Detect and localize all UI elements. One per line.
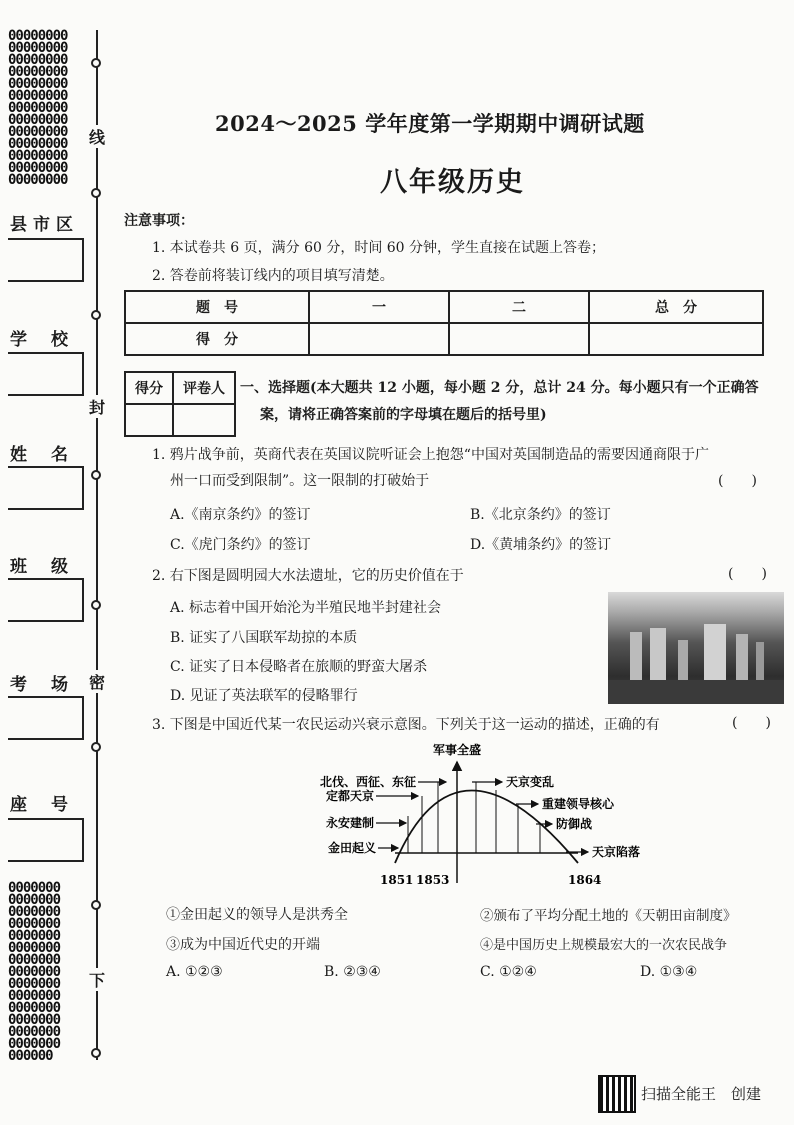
score-table-header: 题 号	[125, 291, 309, 323]
exam-subtitle: 八年级历史	[380, 167, 525, 198]
question-1-option-c: C.《虎门条约》的签订	[170, 537, 311, 553]
field-input-seat[interactable]	[8, 818, 84, 862]
diagram-label-right: 重建领导核心	[542, 797, 615, 811]
field-input-school[interactable]	[8, 352, 84, 396]
score-table-header: 一	[309, 291, 449, 323]
margin-dots-bottom: 0000000 0000000 0000000 0000000 0000000 0000000 0000000 0000000 0000000 0000000 0000000 0000000 0000000 0000000 000000	[8, 880, 61, 1064]
field-input-room[interactable]	[8, 696, 84, 740]
grader-score-label: 得分	[125, 372, 173, 404]
taiping-rise-fall-diagram	[300, 738, 640, 888]
binding-dot	[91, 900, 101, 910]
field-label-county: 县市区	[10, 215, 79, 235]
binding-dot	[91, 310, 101, 320]
question-3-stem: 3. 下图是中国近代某一农民运动兴衰示意图。下列关于这一运动的描述，正确的有	[152, 717, 660, 733]
exam-title: 2024～2025 学年度第一学期期中调研试题	[215, 111, 645, 136]
grader-score-cell[interactable]	[125, 404, 173, 436]
binding-dot	[91, 742, 101, 752]
field-label-name: 姓名	[10, 445, 92, 465]
question-3-option-c: C. ①②④	[480, 964, 537, 980]
field-input-name[interactable]	[8, 466, 84, 510]
question-2-option-a: A. 标志着中国开始沦为半殖民地半封建社会	[170, 600, 442, 616]
diagram-year: 1851	[380, 873, 414, 887]
question-3-statement-3: ③成为中国近代史的开端	[166, 937, 320, 953]
diagram-label-right: 天京陷落	[592, 845, 640, 859]
grader-table	[124, 371, 236, 437]
field-label-school: 学校	[10, 330, 92, 350]
question-3-statement-4: ④是中国历史上规模最宏大的一次农民战争	[480, 938, 728, 953]
question-1-option-a: A.《南京条约》的签订	[170, 507, 311, 523]
score-row-label: 得 分	[125, 323, 309, 355]
score-table-header: 总 分	[589, 291, 763, 323]
question-3-option-d: D. ①③④	[640, 964, 698, 980]
diagram-label-right: 天京变乱	[506, 775, 555, 789]
yuanmingyuan-ruins-photo	[608, 592, 784, 704]
question-1-stem: 1. 鸦片战争前，英商代表在英国议院听证会上抱怨“中国对英国制造品的需要因通商限于广	[152, 447, 709, 463]
section-heading-cont: 案，请将正确答案前的字母填在题后的括号里)	[260, 407, 547, 423]
margin-dots-top: 00000000 00000000 00000000 00000000 00000000 00000000 00000000 00000000 00000000 00000000 00000000 00000000 00000000	[8, 28, 68, 188]
diagram-year: 1864	[568, 873, 602, 887]
qr-code-icon	[598, 1075, 636, 1113]
scanner-app-watermark: 扫描全能王 创建	[641, 1085, 762, 1103]
question-2-option-d: D. 见证了英法联军的侵略罪行	[170, 688, 358, 704]
question-1-option-d: D.《黄埔条约》的签订	[470, 537, 612, 553]
question-1-answer-bracket[interactable]: ( )	[718, 473, 757, 489]
diagram-label-left: 永安建制	[325, 816, 374, 830]
seal-char: 封	[89, 395, 105, 418]
question-3-statement-2: ②颁布了平均分配土地的《天朝田亩制度》	[480, 908, 737, 924]
field-label-seat: 座号	[10, 795, 92, 815]
diagram-label-peak: 军事全盛	[432, 743, 482, 757]
grader-cell[interactable]	[173, 404, 235, 436]
grader-label: 评卷人	[173, 372, 235, 404]
diagram-label-left: 北伐、西征、东征	[319, 775, 416, 789]
field-input-county[interactable]	[8, 238, 84, 282]
seal-char: 下	[89, 968, 105, 991]
diagram-label-left: 定都天京	[325, 789, 374, 803]
diagram-label-left: 金田起义	[327, 841, 376, 855]
score-table	[124, 290, 764, 356]
question-3-option-a: A. ①②③	[166, 964, 223, 980]
question-1-stem-cont: 州一口而受到限制”。这一限制的打破始于	[170, 473, 430, 489]
binding-dot	[91, 600, 101, 610]
binding-dot	[91, 470, 101, 480]
score-cell[interactable]	[309, 323, 449, 355]
question-2-option-b: B. 证实了八国联军劫掠的本质	[170, 630, 358, 646]
field-label-room: 考场	[10, 675, 92, 695]
diagram-year: 1853	[416, 873, 450, 887]
question-3-answer-bracket[interactable]: ( )	[732, 715, 771, 731]
question-2-answer-bracket[interactable]: ( )	[728, 566, 767, 582]
binding-dot	[91, 1048, 101, 1058]
seal-char: 密	[89, 670, 105, 693]
score-table-header: 二	[449, 291, 589, 323]
binding-dot	[91, 188, 101, 198]
seal-char: 线	[89, 125, 105, 148]
question-3-statement-1: ①金田起义的领导人是洪秀全	[166, 907, 348, 923]
question-2-stem: 2. 右下图是圆明园大水法遗址，它的历史价值在于	[152, 568, 464, 584]
notice-item: 1. 本试卷共 6 页，满分 60 分，时间 60 分钟，学生直接在试题上答卷；	[152, 240, 606, 256]
binding-dot	[91, 58, 101, 68]
question-2-option-c: C. 证实了日本侵略者在旅顺的野蛮大屠杀	[170, 659, 428, 675]
field-label-class: 班级	[10, 557, 92, 577]
section-heading: 一、选择题(本大题共 12 小题，每小题 2 分，总计 24 分。每小题只有一个正确答	[240, 380, 759, 396]
question-3-option-b: B. ②③④	[324, 964, 381, 980]
question-1-option-b: B.《北京条约》的签订	[470, 507, 611, 523]
diagram-label-right: 防御战	[556, 817, 593, 831]
notice-item: 2. 答卷前将装订线内的项目填写清楚。	[152, 268, 394, 284]
notice-heading: 注意事项：	[124, 213, 194, 229]
score-cell[interactable]	[449, 323, 589, 355]
field-input-class[interactable]	[8, 578, 84, 622]
score-cell[interactable]	[589, 323, 763, 355]
